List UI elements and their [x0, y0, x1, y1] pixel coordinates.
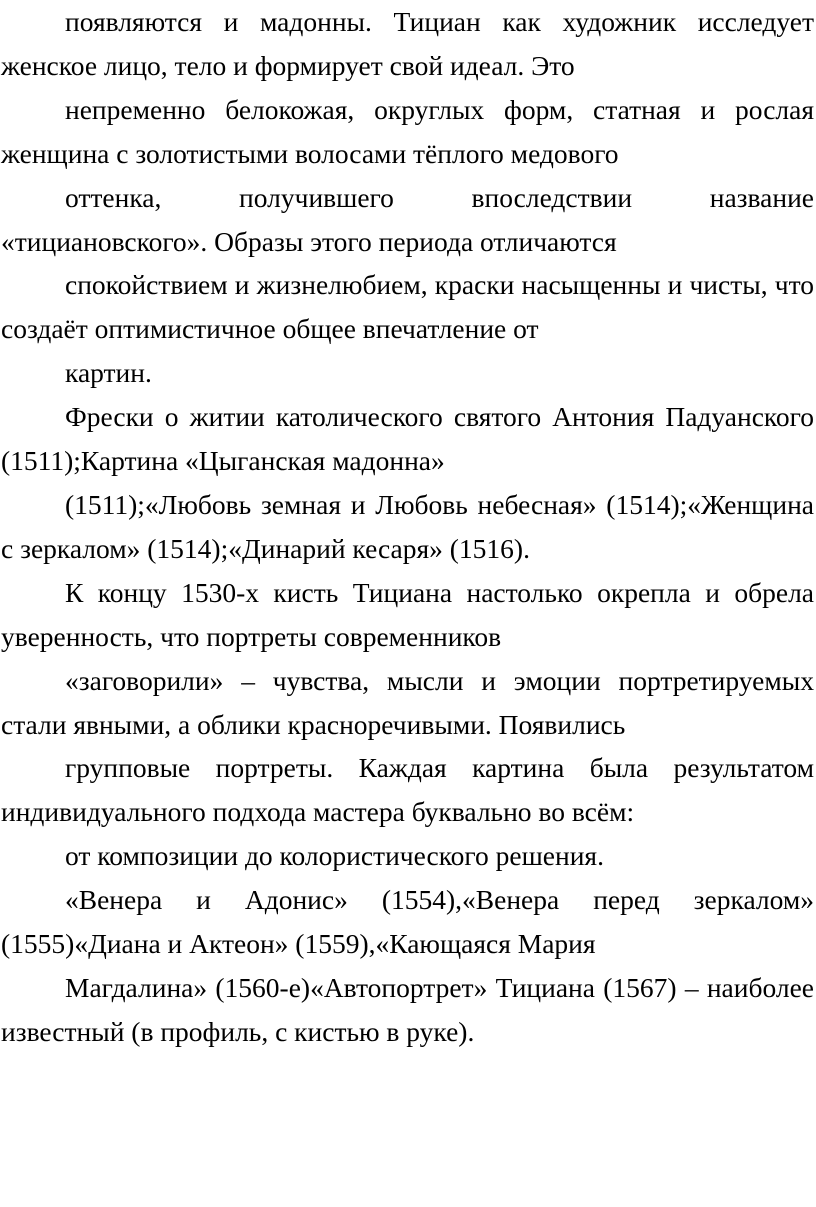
paragraph-2: непременно белокожая, округлых форм, статная и рослая женщина с золотистыми волосами тёплого медового [1, 93, 814, 169]
paragraph-10: групповые портреты. Каждая картина была результатом индивидуального подхода мастера буквально во всём: [1, 752, 814, 828]
paragraph-7: (1511);«Любовь земная и Любовь небесная» (1514);«Женщина с зеркалом» (1514);«Динарий кесаря» (1516). [1, 488, 814, 564]
paragraph-12: «Венера и Адонис» (1554),«Венера перед зеркалом» (1555)«Диана и Актеон» (1559),«Кающаяся Мария [1, 884, 814, 960]
paragraph-1: появляются и мадонны. Тициан как художник исследует женское лицо, тело и формирует свой идеал. Это [1, 6, 814, 81]
paragraph-3: оттенка, получившего впоследствии название «тициановского». Образы этого периода отличаются [1, 181, 814, 257]
paragraph-4: спокойствием и жизнелюбием, краски насыщенны и чисты, что создаёт оптимистичное общее впечатление от [1, 269, 814, 345]
document-body [1, 0, 814, 1054]
paragraph-11: от композиции до колористического решения. [65, 840, 604, 872]
paragraph-6: Фрески о житии католического святого Антония Падуанского (1511);Картина «Цыганская мадонна» [1, 401, 814, 477]
paragraph-5: картин. [65, 357, 152, 389]
paragraph-13: Магдалина» (1560-е)«Автопортрет» Тициана (1567) – наиболее известный (в профиль, с кистью в руке). [1, 971, 814, 1047]
paragraph-9: «заговорили» – чувства, мысли и эмоции портретируемых стали явными, а облики красноречивыми. Появились [1, 664, 814, 740]
paragraph-8: К концу 1530-х кисть Тициана настолько окрепла и обрела уверенность, что портреты современников [1, 576, 814, 652]
